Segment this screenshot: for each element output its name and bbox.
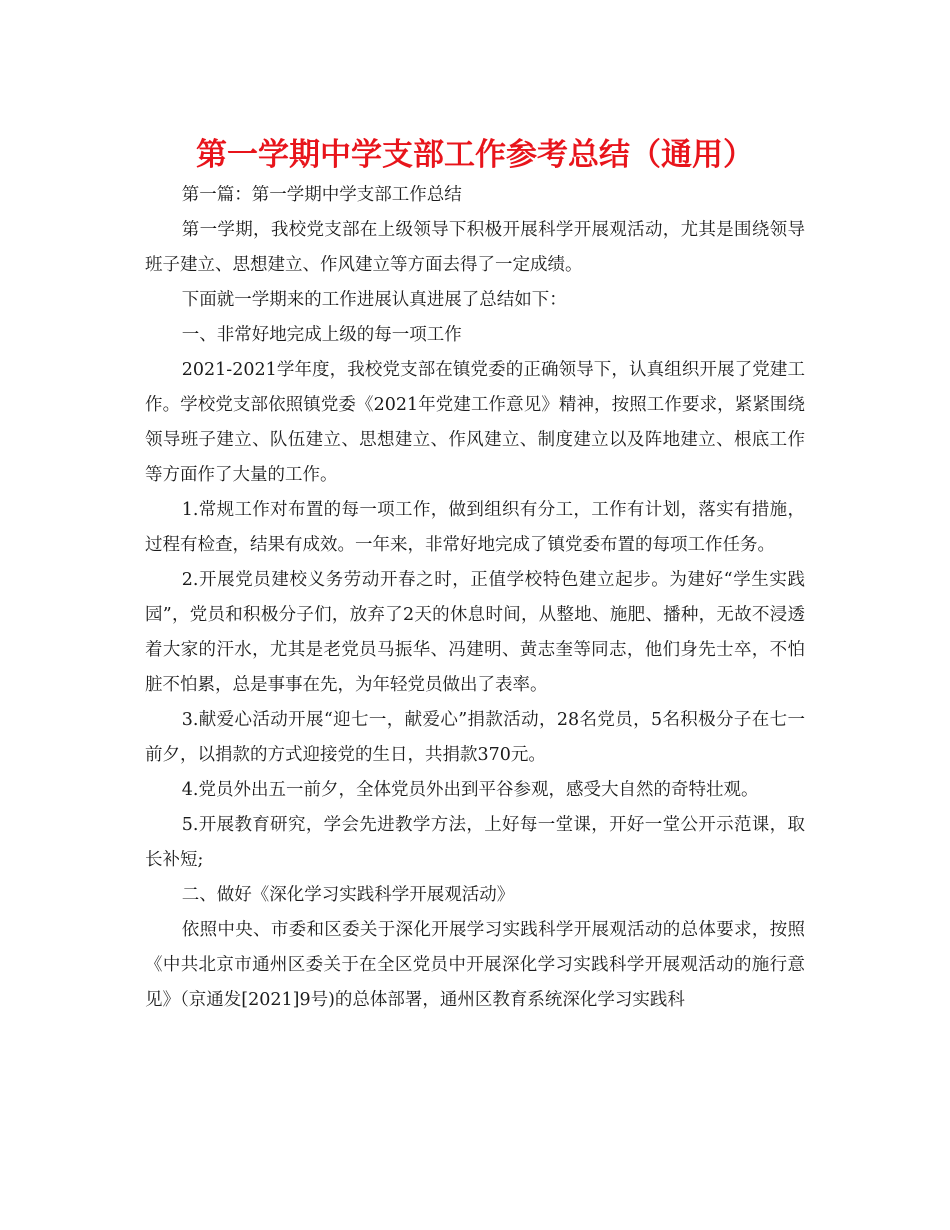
paragraph: 2021-2021学年度，我校党支部在镇党委的正确领导下，认真组织开展了党建工作。学校党支部依照镇党委《2021年党建工作意见》精神，按照工作要求，紧紧围绕领导班子建立、队伍建立、思想建立、作风建立、制度建立以及阵地建立、根底工作等方面作了大量的工作。 xyxy=(145,360,805,485)
list-item: 1.常规工作对布置的每一项工作，做到组织有分工，工作有计划，落实有措施，过程有检查，结果有成效。一年来，非常好地完成了镇党委布置的每项工作任务。 xyxy=(145,500,805,555)
paragraph: 下面就一学期来的工作进展认真进展了总结如下： xyxy=(181,290,567,310)
list-item: 4.党员外出五一前夕，全体党员外出到平谷参观，感受大自然的奇特壮观。 xyxy=(181,780,759,800)
list-item: 2.开展党员建校义务劳动开春之时，正值学校特色建立起步。为建好“学生实践园”，党员和积极分子们，放弃了2天的休息时间，从整地、施肥、播种，无故不浸透着大家的汗水，尤其是老党员马振华、冯建明、黄志奎等同志，他们身先士卒，不怕脏不怕累，总是事事在先，为年轻党员做出了表率。 xyxy=(145,570,805,695)
section-heading: 一、非常好地完成上级的每一项工作 xyxy=(181,325,462,345)
section-heading: 二、做好《深化学习实践科学开展观活动》 xyxy=(181,885,515,905)
document-body xyxy=(145,178,805,1018)
document-title: 第一学期中学支部工作参考总结（通用） xyxy=(196,137,754,173)
section-heading: 第一篇：第一学期中学支部工作总结 xyxy=(181,185,462,205)
list-item: 5.开展教育研究，学会先进教学方法，上好每一堂课，开好一堂公开示范课，取长补短; xyxy=(145,815,805,870)
list-item: 3.献爱心活动开展“迎七一，献爱心”捐款活动，28名党员，5名积极分子在七一前夕，以捐款的方式迎接党的生日，共捐款370元。 xyxy=(145,710,805,765)
paragraph: 依照中央、市委和区委关于深化开展学习实践科学开展观活动的总体要求，按照《中共北京市通州区委关于在全区党员中开展深化学习实践科学开展观活动的施行意见》（京通发[2021]9号)的总体部署，通州区教育系统深化学习实践科 xyxy=(145,920,805,1010)
paragraph: 第一学期，我校党支部在上级领导下积极开展科学开展观活动，尤其是围绕领导班子建立、思想建立、作风建立等方面去得了一定成绩。 xyxy=(145,220,805,275)
